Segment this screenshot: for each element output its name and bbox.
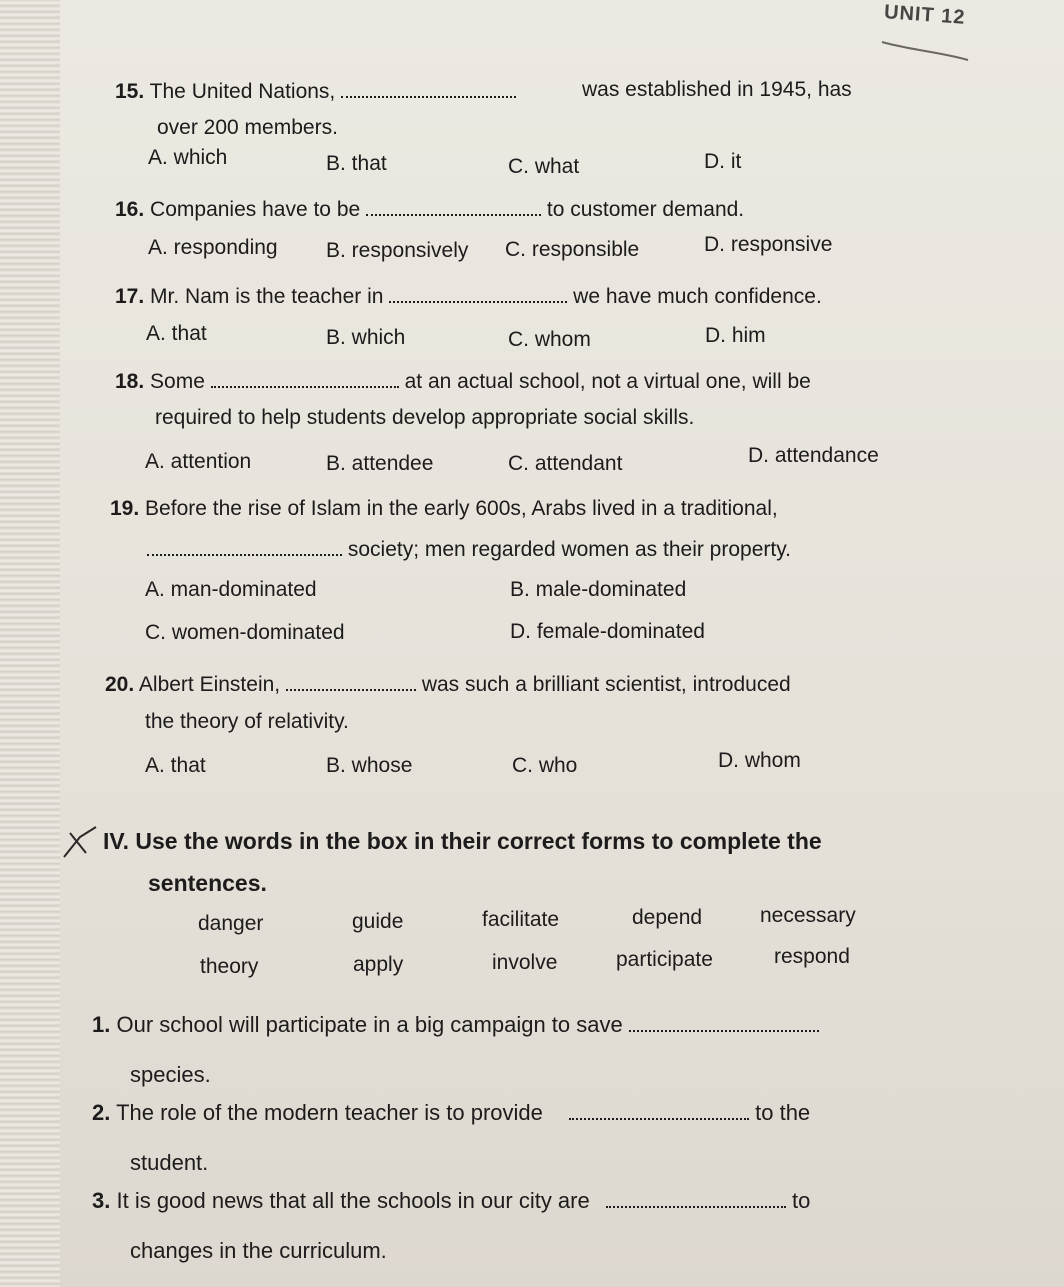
word-box-item: involve [492,951,558,974]
answer-blank[interactable] [629,1016,819,1032]
option-c[interactable]: C. responsible [505,238,640,261]
option-d[interactable]: D. him [705,324,766,347]
word-box-item: necessary [760,904,856,927]
option-c[interactable]: C. what [508,155,580,178]
question-number: 19. [110,497,140,520]
option-b[interactable]: B. male-dominated [510,578,687,601]
sentence-number: 1. [92,1012,111,1037]
question-number: 18. [115,370,145,393]
option-b[interactable]: B. that [326,152,387,175]
question-text-line2: the theory of relativity. [145,710,349,733]
question-text-before: Mr. Nam is the teacher in [150,285,384,308]
option-c[interactable]: C. who [512,754,578,777]
sentence-text-line2: student. [130,1150,209,1175]
section-iv-title: IV. Use the words in the box in their correct forms to complete the [103,828,822,854]
sentence-text-before: Our school will participate in a big campaign to save [116,1012,623,1037]
option-b[interactable]: B. responsively [326,239,469,262]
question-15 [115,80,516,104]
word-box-item: participate [616,948,713,971]
question-20 [105,673,791,697]
option-c[interactable]: C. whom [508,328,591,351]
word-box-item: theory [200,955,259,978]
sentence-text-before: The role of the modern teacher is to provide [116,1100,543,1125]
question-text-before: Some [150,370,205,393]
question-number: 17. [115,285,145,308]
answer-blank[interactable] [569,1104,749,1120]
question-19 [110,497,778,521]
sentence-text-before: It is good news that all the schools in our city are [116,1188,590,1213]
word-box-item: danger [198,912,264,935]
question-text-before: Before the rise of Islam in the early 600s, Arabs lived in a traditional, [145,497,778,520]
pen-stroke-decoration [880,40,970,80]
question-text-after: we have much confidence. [573,285,822,308]
option-b[interactable]: B. attendee [326,452,434,475]
question-text-before: Albert Einstein, [138,673,281,696]
answer-blank[interactable] [211,372,399,388]
option-a[interactable]: A. that [146,322,207,345]
sentence-text-line2: changes in the curriculum. [130,1238,387,1263]
question-text-before: Companies have to be [150,198,361,221]
sentence-3 [92,1188,810,1214]
sentence-2 [92,1100,810,1126]
question-text-line2: society; men regarded women as their property. [347,538,791,561]
option-d[interactable]: D. female-dominated [510,620,705,643]
option-a[interactable]: A. which [148,146,228,169]
option-a[interactable]: A. attention [145,450,252,473]
section-iv-title-line2: sentences. [148,870,267,896]
sentence-number: 2. [92,1100,111,1125]
question-text-before: The United Nations, [149,80,336,103]
option-a[interactable]: A. man-dominated [145,578,317,601]
answer-blank[interactable] [147,540,342,556]
word-box-item: respond [774,945,850,968]
option-d[interactable]: D. attendance [748,444,879,467]
option-d[interactable]: D. responsive [704,233,833,256]
option-d[interactable]: D. it [704,150,742,173]
sentence-text-after: to the [755,1100,811,1125]
option-b[interactable]: B. which [326,326,406,349]
answer-blank[interactable] [366,200,541,216]
answer-blank[interactable] [389,287,567,303]
question-text-after: at an actual school, not a virtual one, will be [404,370,811,393]
sentence-number: 3. [92,1188,111,1213]
sentence-text-after: to [791,1188,811,1213]
binding-edge [0,0,60,1287]
unit-label: UNIT 12 [883,1,967,29]
sentence-1 [92,1012,819,1038]
question-number: 15. [115,80,145,103]
word-box-item: facilitate [482,908,560,931]
check-mark-icon [60,823,102,859]
option-b[interactable]: B. whose [326,754,413,777]
option-c[interactable]: C. attendant [508,452,623,475]
answer-blank[interactable] [606,1192,786,1208]
option-a[interactable]: A. responding [148,236,278,259]
question-text-after: was such a brilliant scientist, introduced [421,673,791,696]
question-16 [115,198,744,222]
answer-blank[interactable] [286,675,416,691]
question-number: 16. [115,198,145,221]
question-text-line2: over 200 members. [157,116,338,139]
question-text-line2: required to help students develop appropriate social skills. [155,406,695,429]
word-box-item: guide [352,910,404,933]
word-box-item: depend [632,906,703,929]
word-box-item: apply [353,953,404,976]
question-text-after: was established in 1945, has [582,78,852,101]
question-17 [115,285,822,309]
option-c[interactable]: C. women-dominated [145,621,345,644]
answer-blank[interactable] [341,82,516,98]
question-text-after: to customer demand. [546,198,745,221]
option-a[interactable]: A. that [145,754,206,777]
sentence-text-line2: species. [130,1062,211,1087]
question-18 [115,370,811,394]
option-d[interactable]: D. whom [718,749,801,772]
question-line2-wrap [147,538,791,562]
question-number: 20. [105,673,135,696]
